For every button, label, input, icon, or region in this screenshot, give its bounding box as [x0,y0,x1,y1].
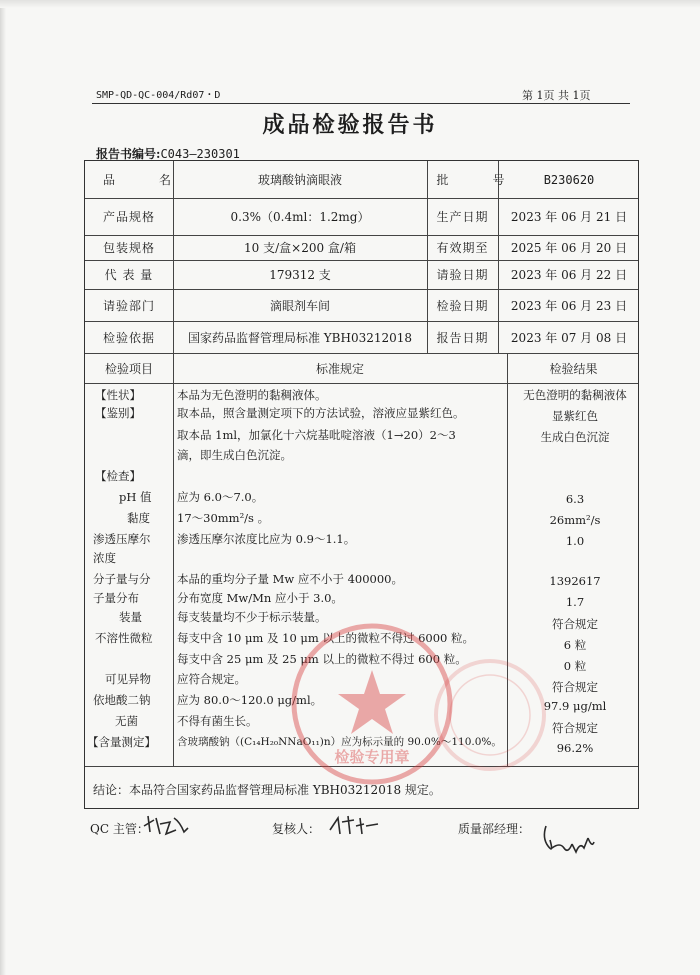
item-label: 渗透压摩尔 [93,532,151,546]
pack-spec: 10 支/盒×200 盒/箱 [244,241,356,255]
label-department: 请验部门 [102,298,155,313]
result-text: 符合规定 [552,721,598,735]
column-header-result: 检验结果 [549,361,598,376]
label-sample: 代 表 量 [104,268,154,282]
standard-text: 应为 80.0～120.0 μg/ml。 [177,693,323,707]
report-number-value: C043—230301 [160,147,240,161]
result-text: 6.3 [565,492,585,506]
item-label: 分子量与分 [93,572,151,586]
test-date: 2023 年 06 月 23 日 [510,298,628,313]
header-rule [92,103,630,104]
qa-manager-signature [540,818,598,860]
item-label: 装量 [119,610,142,624]
standard-text: 应符合规定。 [177,672,246,686]
stamp-text: 检验专用章 [334,748,410,766]
result-text: 符合规定 [552,680,598,694]
item-label: 不溶性微粒 [95,631,153,645]
standard-text: 取本品 1ml，加氯化十六烷基吡啶溶液（1→20）2～3 [177,428,456,442]
column-header-standard: 标准规定 [315,361,364,376]
standard-text: 分布宽度 Mw/Mn 应小于 3.0。 [177,591,343,605]
standard-text: 取本品，照含量测定项下的方法试验，溶液应显紫红色。 [177,406,465,420]
page-info: 第 1页 共 1页 [522,89,591,102]
mfg-date: 2023 年 06 月 21 日 [510,210,628,224]
item-label: 无菌 [115,714,138,728]
item-label: 【性状】 [95,388,141,402]
qc-signature [140,812,190,838]
result-text: 无色澄明的黏稠液体 [523,388,627,402]
department: 滴眼剂车间 [269,298,330,313]
result-text: 1.0 [565,534,585,548]
item-label: 黏度 [127,511,150,525]
result-text: 0 粒 [563,659,587,673]
expiry-date: 2025 年 06 月 20 日 [510,241,628,255]
result-text: 1.7 [565,595,585,609]
item-label: 可见异物 [105,672,151,686]
standard-text: 不得有菌生长。 [177,714,258,728]
result-text: 96.2% [556,741,594,755]
standard-text: 渗透压摩尔浓度比应为 0.9～1.1。 [177,532,356,546]
sample-quantity: 179312 支 [269,268,331,282]
request-date: 2023 年 06 月 22 日 [510,268,628,282]
label-report-date: 报告日期 [436,330,489,345]
page-title: 成品检验报告书 [262,112,438,138]
item-label: pH 值 [119,490,152,504]
standard-text: 含玻璃酸钠（(C₁₄H₂₀NNaO₁₁)n）应为标示量的 90.0%～110.0%。 [177,736,502,748]
label-product-name: 品 名 [102,173,187,187]
standard-text: 滴，即生成白色沉淀。 [177,448,292,462]
result-text: 26mm²/s [549,513,601,527]
report-number-label: 报告书编号: [96,147,161,161]
batch-number: B230620 [543,172,595,187]
product-name: 玻璃酸钠滴眼液 [257,173,342,187]
item-label: 【鉴别】 [95,406,141,420]
result-text: 97.9 μg/ml [543,699,607,713]
report-date: 2023 年 07 月 08 日 [510,330,628,345]
label-mfg-date: 生产日期 [436,210,489,224]
result-text: 显紫红色 [552,409,598,423]
standard-text: 本品为无色澄明的黏稠液体。 [177,388,327,402]
document-code: SMP-QD-QC-004/Rd07・D [96,90,221,101]
label-pack: 包装规格 [102,241,155,255]
column-header-item: 检验项目 [104,361,153,376]
col-divider [173,353,174,766]
scan-edge [0,0,6,975]
result-text: 6 粒 [563,638,587,652]
item-label: 依地酸二钠 [93,693,151,707]
label-batch: 批 号 [436,173,521,187]
item-label: 【检查】 [95,469,141,483]
qc-supervisor-label: QC 主管： [90,822,149,836]
result-text: 符合规定 [552,617,598,631]
test-basis: 国家药品监督管理局标准 YBH03212018 [187,330,413,345]
standard-text: 每支中含 10 μm 及 10 μm 以上的微粒不得过 6000 粒。 [177,631,475,645]
faded-seal-stamp [430,655,550,775]
result-text: 生成白色沉淀 [540,430,610,444]
result-text: 1392617 [549,574,601,588]
item-label: 浓度 [93,551,116,565]
product-spec: 0.3%（0.4ml：1.2mg） [230,210,370,224]
reviewer-label: 复核人： [272,822,321,836]
label-spec: 产品规格 [102,210,155,224]
standard-text: 应为 6.0～7.0。 [177,490,264,504]
qa-manager-label: 质量部经理： [458,822,531,836]
label-test-date: 检验日期 [436,298,489,313]
standard-text: 17～30mm²/s 。 [177,511,270,525]
reviewer-signature [326,812,382,838]
standard-text: 本品的重均分子量 Mw 应不小于 400000。 [177,572,403,586]
label-request-date: 请验日期 [436,268,489,282]
label-basis: 检验依据 [102,330,155,345]
row-divider [85,383,638,384]
standard-text: 每支装量均不少于标示装量。 [177,610,327,624]
conclusion: 结论：本品符合国家药品监督管理局标准 YBH03212018 规定。 [93,783,441,797]
item-label: 子量分布 [93,591,139,605]
standard-text: 每支中含 25 μm 及 25 μm 以上的微粒不得过 600 粒。 [177,652,467,666]
scan-edge [0,0,700,8]
label-expiry: 有效期至 [436,241,489,255]
item-label: 【含量测定】 [87,735,156,749]
